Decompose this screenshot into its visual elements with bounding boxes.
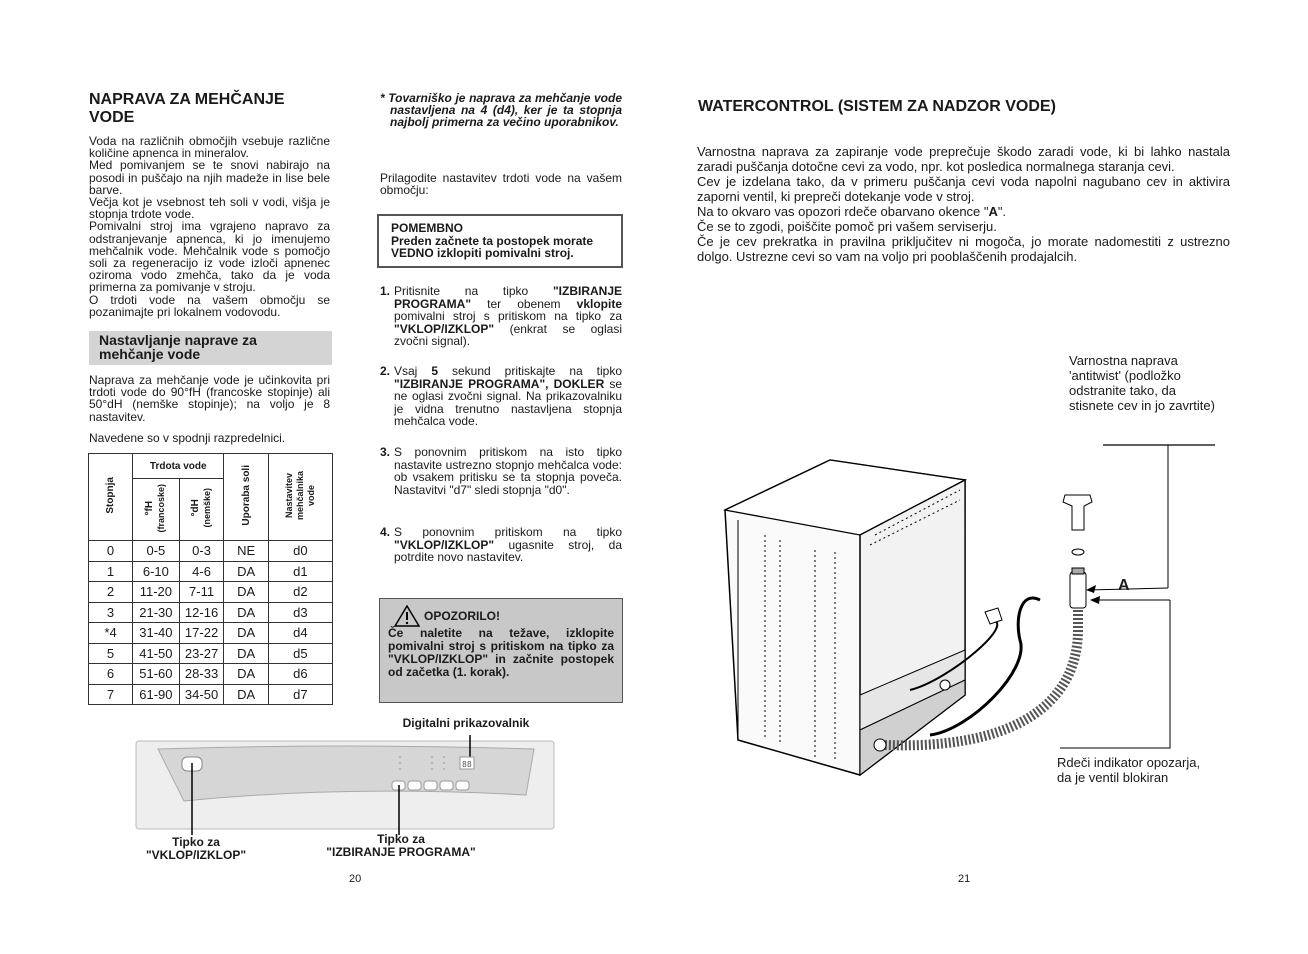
intro-paragraph: Pomivalni stroj ima vgrajeno napravo za odstranjevanje apnenca, ki jo imenujemo mehčalnik vode. Mehčalnik vode s pomočjo soli za regeneracijo iz vode izloči apnenec oziroma vodo zmehča, tako da je voda primerna za pomivanje v stroju. [89, 219, 330, 295]
table-cell: d3 [268, 602, 332, 623]
table-cell: 61-90 [133, 684, 180, 705]
table-row [89, 623, 333, 644]
watercontrol-text [697, 144, 1230, 264]
intro-paragraph: O trdoti vode na vašem območju se pozanimajte pri lokalnem vodovodu. [89, 292, 330, 319]
table-cell: 3 [89, 602, 133, 623]
program-caption: Tipko za "IZBIRANJE PROGRAMA" [326, 832, 476, 859]
table-cell: NE [224, 541, 268, 562]
table-cell: 6-10 [133, 561, 180, 582]
table-cell: DA [224, 684, 268, 705]
header-fh: °fH (francoske) [133, 479, 180, 541]
step-3: 3. S ponovnim pritiskom na isto tipko nastavite ustrezno stopnjo mehčalca vode: ob vsakem pritisku se ta stopnja poveča. Nastavitvi "d7" sledi stopnja "d0". [380, 445, 622, 497]
table-row [89, 602, 333, 623]
important-box [377, 214, 623, 268]
table-cell: 4-6 [179, 561, 224, 582]
table-cell: d6 [268, 664, 332, 685]
table-cell: *4 [89, 623, 133, 644]
table-cell: 17-22 [179, 623, 224, 644]
wc-paragraph: Če je cev prekratka in pravilna priključitev ni mogoča, jo morate nadomestiti z ustrezno dolgo. Ustrezne cevi so vam na voljo pri pooblaščenih prodajalcih. [697, 234, 1230, 264]
factory-note: * Tovarniško je naprava za mehčanje vode nastavljena na 4 (d4), ker je ta stopnja najbolj primerna za večino uporabnikov. [380, 91, 622, 130]
table-cell: 12-16 [179, 602, 224, 623]
wc-paragraph: Na to okvaro vas opozori rdeče obarvano okence "A". [697, 204, 1007, 219]
table-cell: 31-40 [133, 623, 180, 644]
table-cell: 41-50 [133, 643, 180, 664]
step-1: 1. Pritisnite na tipko "IZBIRANJE PROGRAMA" ter obenem vklopite pomivalni stroj s pritiskom na tipko za "VKLOP/IZKLOP" (enkrat se oglasi zvočni signal). [380, 284, 622, 349]
table-cell: 11-20 [133, 582, 180, 603]
table-cell: 0-5 [133, 541, 180, 562]
softener-intro [89, 135, 330, 318]
header-sol: Uporaba soli [224, 454, 268, 541]
table-row [89, 541, 333, 562]
control-panel-illustration [134, 735, 558, 835]
table-cell: d7 [268, 684, 332, 705]
setting-paragraph: Naprava za mehčanje vode je učinkovita pri trdoti vode do 90°fH (francoske stopinje) ali 50°dH (nemške stopinje); na voljo je 8 nastavitev. [89, 373, 330, 424]
step-4: 4. S ponovnim pritiskom na tipko "VKLOP/IZKLOP" ugasnite stroj, da potrdite novo nastavitev. [380, 525, 622, 565]
table-cell: d2 [268, 582, 332, 603]
table-cell: 7 [89, 684, 133, 705]
table-row [89, 582, 333, 603]
table-cell: 7-11 [179, 582, 224, 603]
table-cell: DA [224, 664, 268, 685]
warning-box [379, 598, 623, 703]
wc-paragraph: Če se to zgodi, poiščite pomoč pri vašem serviserju. [697, 219, 997, 234]
table-cell: 34-50 [179, 684, 224, 705]
table-cell: 5 [89, 643, 133, 664]
intro-paragraph: Med pomivanjem se te snovi nabirajo na posodi in puščajo na njih madeže in lise bele barve. [89, 158, 330, 197]
antitwist-callout: Varnostna naprava 'antitwist' (podložko odstranite tako, da stisnete cev in jo zavrtite) [1069, 353, 1215, 413]
dishwasher-illustration [720, 440, 1220, 790]
table-cell: DA [224, 643, 268, 664]
table-cell: d4 [268, 623, 332, 644]
warning-text: Če naletite na težave, izklopite pomivalni stroj s pritiskom na tipko za "VKLOP/IZKLOP" in začnite postopek od začetka (1. korak). [388, 626, 614, 679]
intro-paragraph: Večja kot je vsebnost teh soli v vodi, višja je stopnja trdote vode. [89, 195, 330, 222]
table-row [89, 561, 333, 582]
wc-paragraph: Cev je izdelana tako, da v primeru puščanja cevi voda napolni nagubano cev in aktivira zaporni ventil, ki prepreči dotekanje vode v stroj. [697, 174, 1230, 204]
header-nastavitev: Nastavitev mehčalnika vode [268, 454, 332, 541]
table-cell: 0-3 [179, 541, 224, 562]
table-cell: 28-33 [179, 664, 224, 685]
step-2: 2. Vsaj 5 sekund pritiskajte na tipko "IZBIRANJE PROGRAMA", DOKLER se ne oglasi zvočni signal. Na prikazovalniku je vidna trenutno nastavljena stopnja mehčalca vode. [380, 364, 622, 429]
table-cell: DA [224, 582, 268, 603]
page-title-softener: NAPRAVA ZA MEHČANJE VODE [89, 91, 285, 126]
page-number-left: 20 [349, 873, 362, 885]
page-title-watercontrol: WATERCONTROL (SISTEM ZA NADZOR VODE) [698, 98, 1056, 115]
table-cell: d1 [268, 561, 332, 582]
warning-icon [394, 605, 420, 627]
table-row [89, 643, 333, 664]
table-cell: DA [224, 623, 268, 644]
display-label: Digitalni prikazovalnik [402, 716, 530, 730]
adjust-text: Prilagodite nastavitev trdoti vode na vašem območju: [380, 171, 622, 198]
table-cell: d0 [268, 541, 332, 562]
table-cell: d5 [268, 643, 332, 664]
table-row [89, 664, 333, 685]
display-value: 88 [462, 760, 472, 769]
label-a: A [1118, 577, 1130, 594]
header-dh: °dH (nemške) [179, 479, 224, 541]
header-stopnja: Stopnja [89, 454, 133, 541]
important-title: POMEMBNO [391, 221, 463, 235]
table-cell: 21-30 [133, 602, 180, 623]
table-intro: Navedene so v spodnji razpredelnici. [89, 431, 286, 445]
wc-paragraph: Varnostna naprava za zapiranje vode preprečuje škodo zaradi vode, ki bi lahko nastala zaradi puščanja dotočne cevi za vodo, npr. kot posledica normalnega staranja cevi. [697, 144, 1230, 174]
indicator-callout: Rdeči indikator opozarja, da je ventil blokiran [1057, 755, 1201, 785]
table-cell: 51-60 [133, 664, 180, 685]
table-cell: DA [224, 561, 268, 582]
onoff-caption: Tipko za "VKLOP/IZKLOP" [145, 835, 247, 862]
page-number-right: 21 [958, 873, 971, 885]
subheading-setting: Nastavljanje naprave za mehčanje vode [89, 331, 332, 365]
table-cell: 0 [89, 541, 133, 562]
table-cell: 2 [89, 582, 133, 603]
intro-paragraph: Voda na različnih območjih vsebuje različne količine apnenca in mineralov. [89, 134, 330, 161]
header-trdota: Trdota vode [133, 454, 224, 479]
table-cell: DA [224, 602, 268, 623]
warning-title: OPOZORILO! [424, 608, 500, 623]
important-text: Preden začnete ta postopek morate VEDNO izklopiti pomivalni stroj. [391, 233, 594, 260]
table-cell: 1 [89, 561, 133, 582]
hardness-table [88, 453, 333, 705]
table-cell: 6 [89, 664, 133, 685]
table-row [89, 684, 333, 705]
table-cell: 23-27 [179, 643, 224, 664]
